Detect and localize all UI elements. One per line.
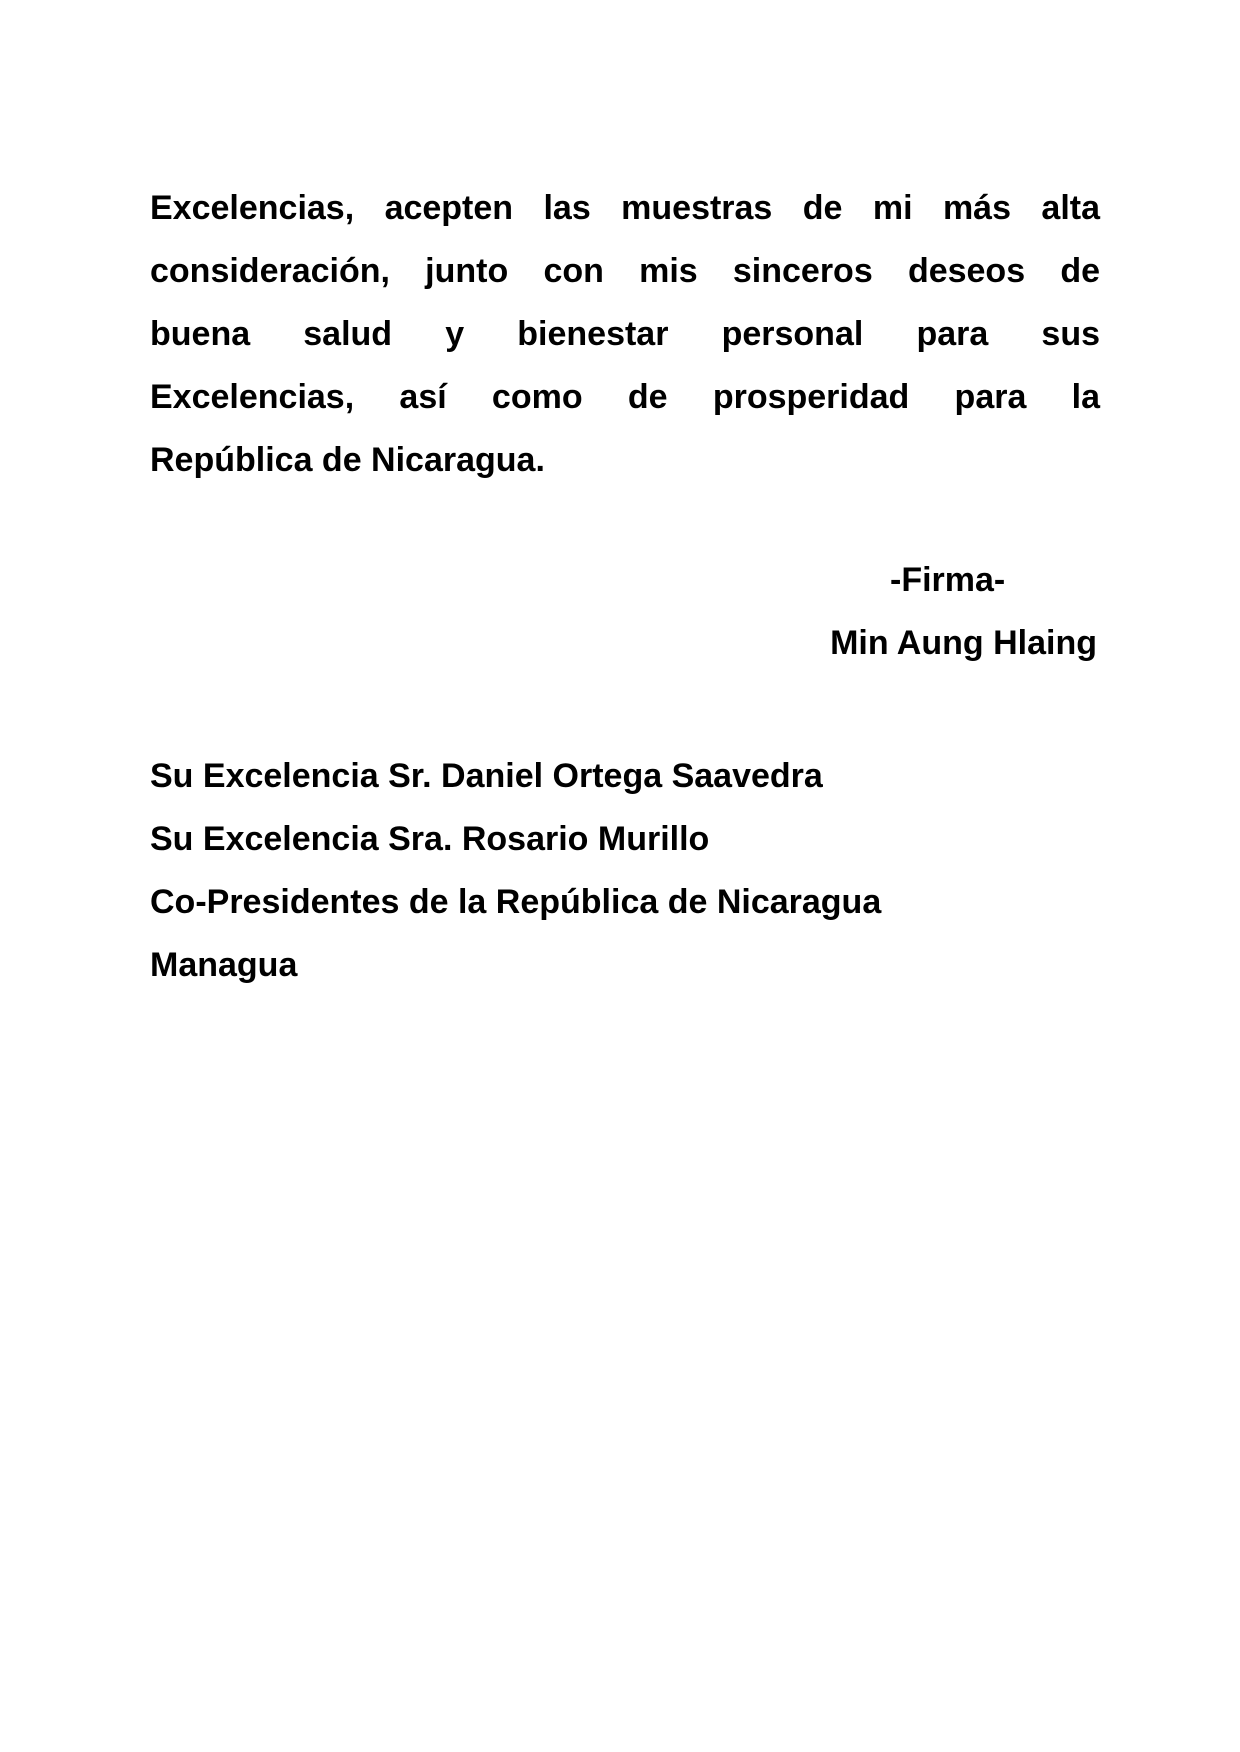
signer-name: Min Aung Hlaing [830, 624, 1097, 662]
closing-line: consideración, junto con mis sinceros deseos de [150, 252, 1100, 290]
recipient-address-block [150, 745, 881, 997]
signature-note: -Firma- [890, 561, 1006, 599]
recipient-line: Managua [150, 946, 298, 984]
recipient-line: Su Excelencia Sra. Rosario Murillo [150, 820, 710, 858]
closing-line: Excelencias, así como de prosperidad para la [150, 378, 1100, 416]
recipient-line: Co-Presidentes de la República de Nicaragua [150, 883, 882, 921]
closing-line: República de Nicaragua. [150, 441, 545, 479]
closing-line: buena salud y bienestar personal para sus [150, 315, 1100, 353]
closing-line: Excelencias, acepten las muestras de mi más alta [150, 189, 1100, 227]
recipient-line: Su Excelencia Sr. Daniel Ortega Saavedra [150, 757, 823, 795]
closing-paragraph [150, 177, 1100, 492]
